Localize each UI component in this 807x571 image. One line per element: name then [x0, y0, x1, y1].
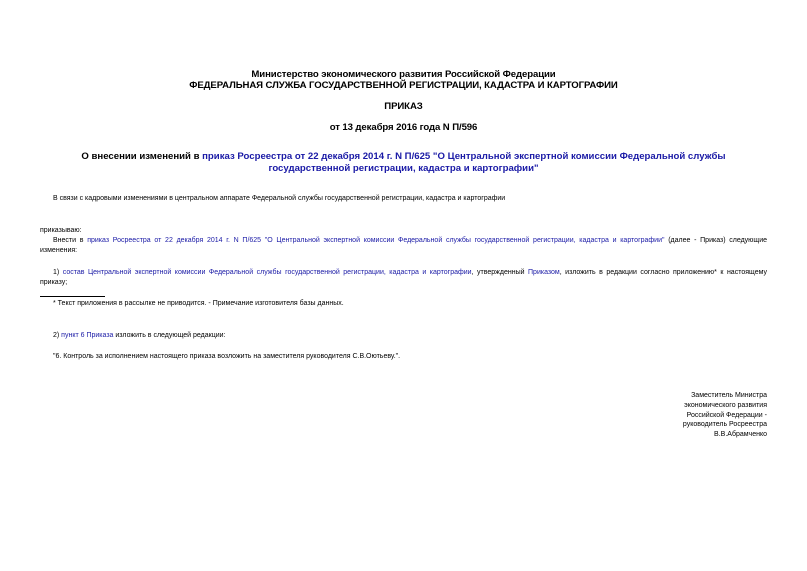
subject-order-link[interactable]: приказ Росреестра от 22 декабря 2014 г. N П/625 "О Центральной экспертной комиссии Федеральной службы государственной регистрации, кадастра и картографии" [202, 151, 726, 174]
quoted-point-6: "6. Контроль за исполнением настоящего приказа возложить на заместителя руководителя С.В.Оютьеву.". [53, 353, 401, 360]
item-1-line-1 [53, 268, 767, 277]
item-2 [53, 331, 226, 340]
doc-type-heading: ПРИКАЗ [384, 101, 423, 112]
subject-prefix: О внесении изменений в [81, 151, 203, 162]
orders-word: приказываю: [40, 227, 82, 234]
item-1-suffix: , изложить в редакции согласно приложению* к настоящему [559, 269, 767, 276]
item-1-line-2: приказу; [40, 279, 68, 286]
item-1-order-link[interactable]: Приказом [528, 269, 560, 276]
signature-name: В.В.Абрамченко [714, 431, 767, 439]
item-1-number: 1) [53, 269, 63, 276]
ministry-heading: Министерство экономического развития Российской Федерации [251, 69, 556, 80]
item-1-mid: , утвержденный [471, 269, 529, 276]
document-subject [40, 151, 767, 175]
footnote-text: * Текст приложения в рассылке не приводится. - Примечание изготовителя базы данных. [53, 300, 344, 307]
signature-line-3: Российской Федерации - [686, 411, 767, 419]
item-2-point-link[interactable]: пункт 6 Приказа [61, 332, 114, 339]
paragraph-1-line-1 [53, 236, 767, 245]
item-1-composition-link[interactable]: состав Центральной экспертной комиссии Федеральной службы государственной регистрации, кадастра и картографии [62, 269, 472, 276]
footnote-divider [40, 296, 105, 297]
p1-suffix: (далее - Приказ) следующие [664, 237, 767, 244]
signature-line-4: руководитель Росреестра [682, 421, 767, 429]
p1-prefix: Внести в [53, 237, 88, 244]
paragraph-1-line-2: изменения: [40, 247, 78, 254]
service-heading: ФЕДЕРАЛЬНАЯ СЛУЖБА ГОСУДАРСТВЕННОЙ РЕГИСТРАЦИИ, КАДАСТРА И КАРТОГРАФИИ [189, 80, 618, 91]
date-number-heading: от 13 декабря 2016 года N П/596 [329, 122, 478, 133]
p1-order-link[interactable]: приказ Росреестра от 22 декабря 2014 г. N П/625 "О Центральной экспертной комиссии Федеральной службы государственной регистрации, кадастра и картографии" [87, 237, 665, 244]
signature-line-2: экономического развития [684, 401, 767, 409]
item-2-number: 2) [53, 332, 62, 339]
item-2-suffix: изложить в следующей редакции: [113, 332, 226, 339]
signature-line-1: Заместитель Министра [691, 392, 767, 399]
preamble-paragraph: В связи с кадровыми изменениями в центральном аппарате Федеральной службы государственной регистрации, кадастра и картографии [53, 195, 506, 202]
signature-block [567, 391, 767, 440]
